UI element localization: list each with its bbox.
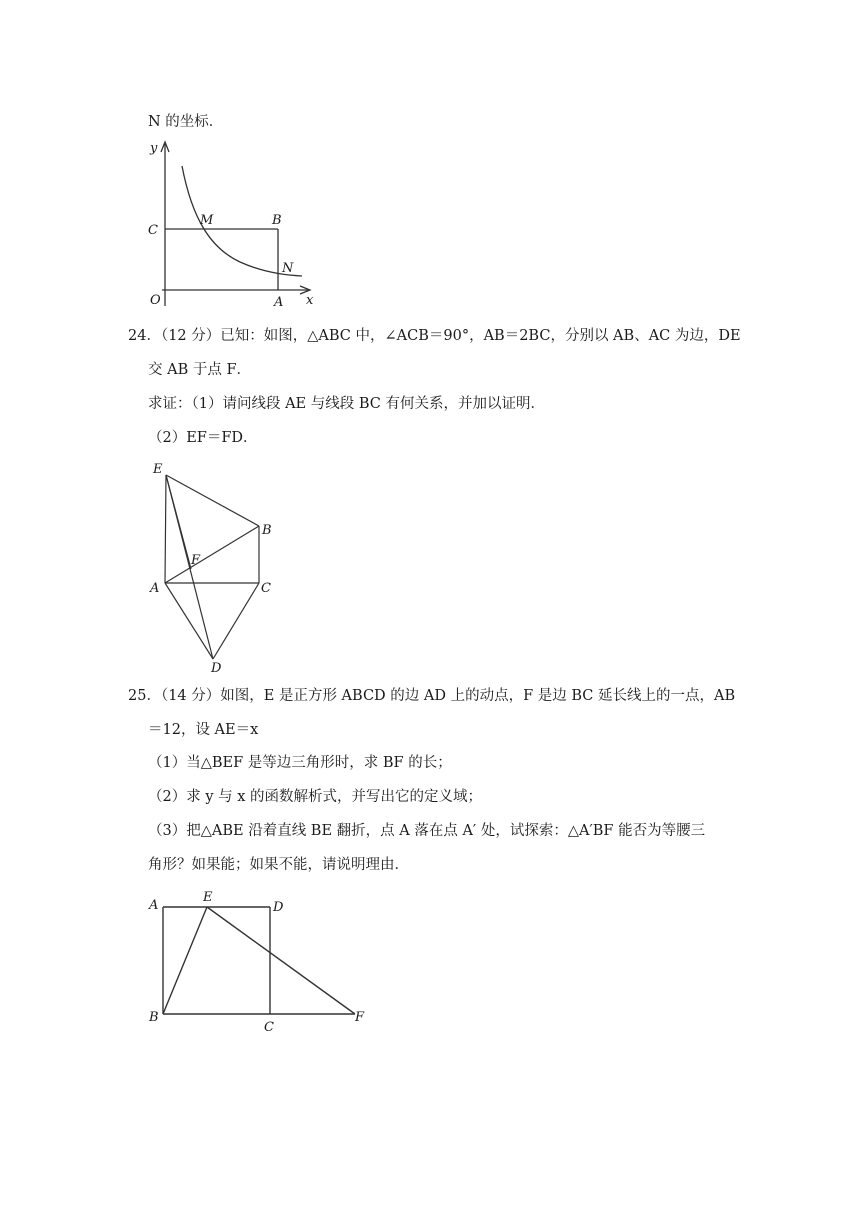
segment-EB: [166, 475, 259, 526]
q24-line-3: 求证：（1）请问线段 AE 与线段 BC 有何关系，并加以证明．: [148, 396, 545, 412]
label-A: A: [150, 581, 160, 596]
label-B: B: [272, 213, 282, 228]
label-A: A: [274, 295, 284, 310]
label-C: C: [261, 581, 271, 596]
q23-coordinate-figure: [140, 138, 340, 313]
q25-line-5: （3）把△ABE 沿着直线 BE 翻折，点 A 落在点 A′ 处，试探索：△A′BF 能否为等腰三: [148, 823, 706, 839]
label-A: A: [149, 898, 159, 913]
label-F: F: [191, 553, 201, 568]
q24-line-2: 交 AB 于点 F．: [148, 362, 252, 378]
q25-line-6: 角形？如果能；如果不能，请说明理由．: [148, 857, 409, 873]
q25-line-3: （1）当△BEF 是等边三角形时，求 BF 的长；: [148, 755, 452, 771]
segment-BE: [163, 907, 207, 1014]
q24-triangle-figure: [145, 460, 285, 680]
label-E: E: [203, 890, 213, 905]
q25-square-figure: [145, 885, 385, 1045]
segment-EF: [207, 907, 355, 1014]
label-C: C: [148, 223, 158, 238]
label-D: D: [273, 900, 284, 915]
q25-line-1: 25．（14 分）如图，E 是正方形 ABCD 的边 AD 上的动点，F 是边 BC 延长线上的一点，AB: [128, 688, 736, 704]
label-B: B: [262, 523, 272, 538]
label-N: N: [282, 261, 294, 276]
label-D: D: [211, 661, 222, 676]
label-O: O: [150, 293, 161, 308]
q25-line-4: （2）求 y 与 x 的函数解析式，并写出它的定义域；: [148, 789, 483, 805]
label-x: x: [306, 293, 314, 308]
q24-line-4: （2）EF＝FD．: [148, 430, 258, 446]
label-M: M: [200, 213, 214, 228]
label-F: F: [355, 1010, 365, 1025]
segment-AD: [165, 583, 213, 659]
q25-line-2: ＝12，设 AE＝x: [148, 722, 259, 738]
segment-EA: [165, 475, 166, 583]
label-y: y: [150, 141, 158, 156]
segment-CD: [213, 583, 259, 659]
q23-tail-text: N 的坐标．: [148, 114, 224, 130]
q24-line-1: 24．（12 分）已知：如图，△ABC 中，∠ACB＝90°，AB＝2BC，分别以 AB、AC 为边，DE: [128, 328, 741, 344]
segment-AB: [165, 526, 259, 583]
label-C: C: [264, 1020, 274, 1035]
segment-EF: [166, 475, 191, 569]
label-B: B: [149, 1010, 159, 1025]
label-E: E: [153, 462, 163, 477]
